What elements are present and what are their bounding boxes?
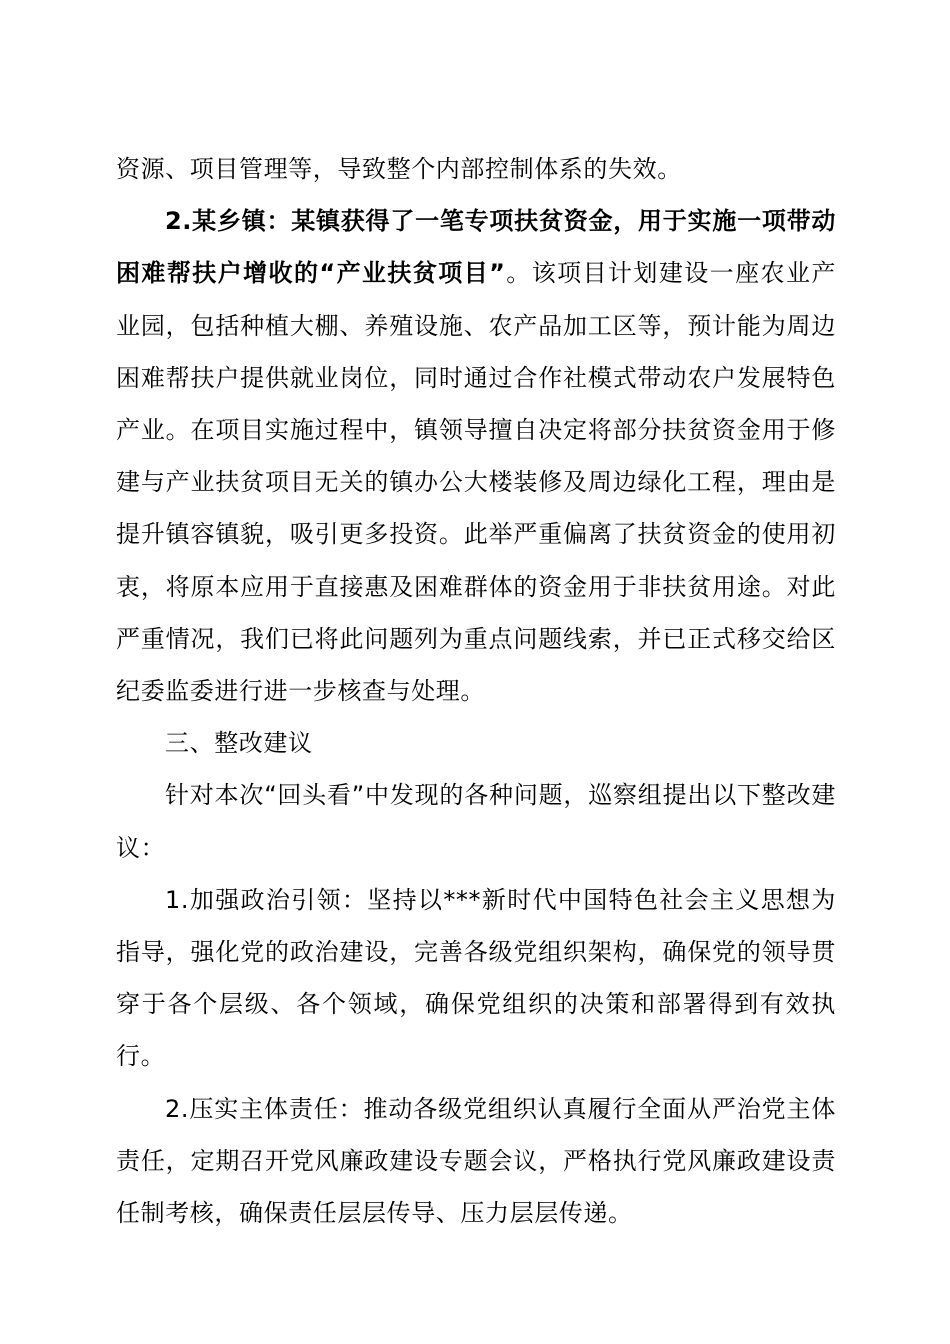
case-township-heading: 2.某乡镇：某镇获得了一笔专项扶贫资金，用于实施一项带动困难帮扶户增收的“产业扶贫项目” [116,207,836,288]
paragraph-case-township [116,195,836,717]
paragraph-continuation: 资源、项目管理等，导致整个内部控制体系的失效。 [116,155,682,183]
section-heading-rectification: 三、整改建议 [165,729,313,758]
case-township-body: 。该项目计划建设一座农业产业园，包括种植大棚、养殖设施、农产品加工区等，预计能为周边困难帮扶户提供就业岗位，同时通过合作社模式带动农户发展特色产业。在项目实施过程中，镇领导擅自决定将部分扶贫资金用于修建与产业扶贫项目无关的镇办公大楼装修及周边绿化工程，理由是提升镇容镇貌，吸引更多投资。此举严重偏离了扶贫资金的使用初衷，将原本应用于直接惠及困难群体的资金用于非扶贫用途。对此严重情况，我们已将此问题列为重点问题线索，并已正式移交给区纪委监委进行进一步核查与处理。 [116,259,836,706]
paragraph-intro-suggestions: 针对本次“回头看”中发现的各种问题，巡察组提出以下整改建议： [116,781,836,862]
suggestion-item-2: 2.压实主体责任：推动各级党组织认真履行全面从严治党主体责任，定期召开党风廉政建设专题会议，严格执行党风廉政建设责任制考核，确保责任层层传导、压力层层传递。 [116,1094,836,1228]
suggestion-item-1: 1.加强政治引领：坚持以***新时代中国特色社会主义思想为指导，强化党的政治建设，完善各级党组织架构，确保党的领导贯穿于各个层级、各个领域，确保党组织的决策和部署得到有效执行。 [116,885,836,1071]
document-body [116,143,836,1239]
